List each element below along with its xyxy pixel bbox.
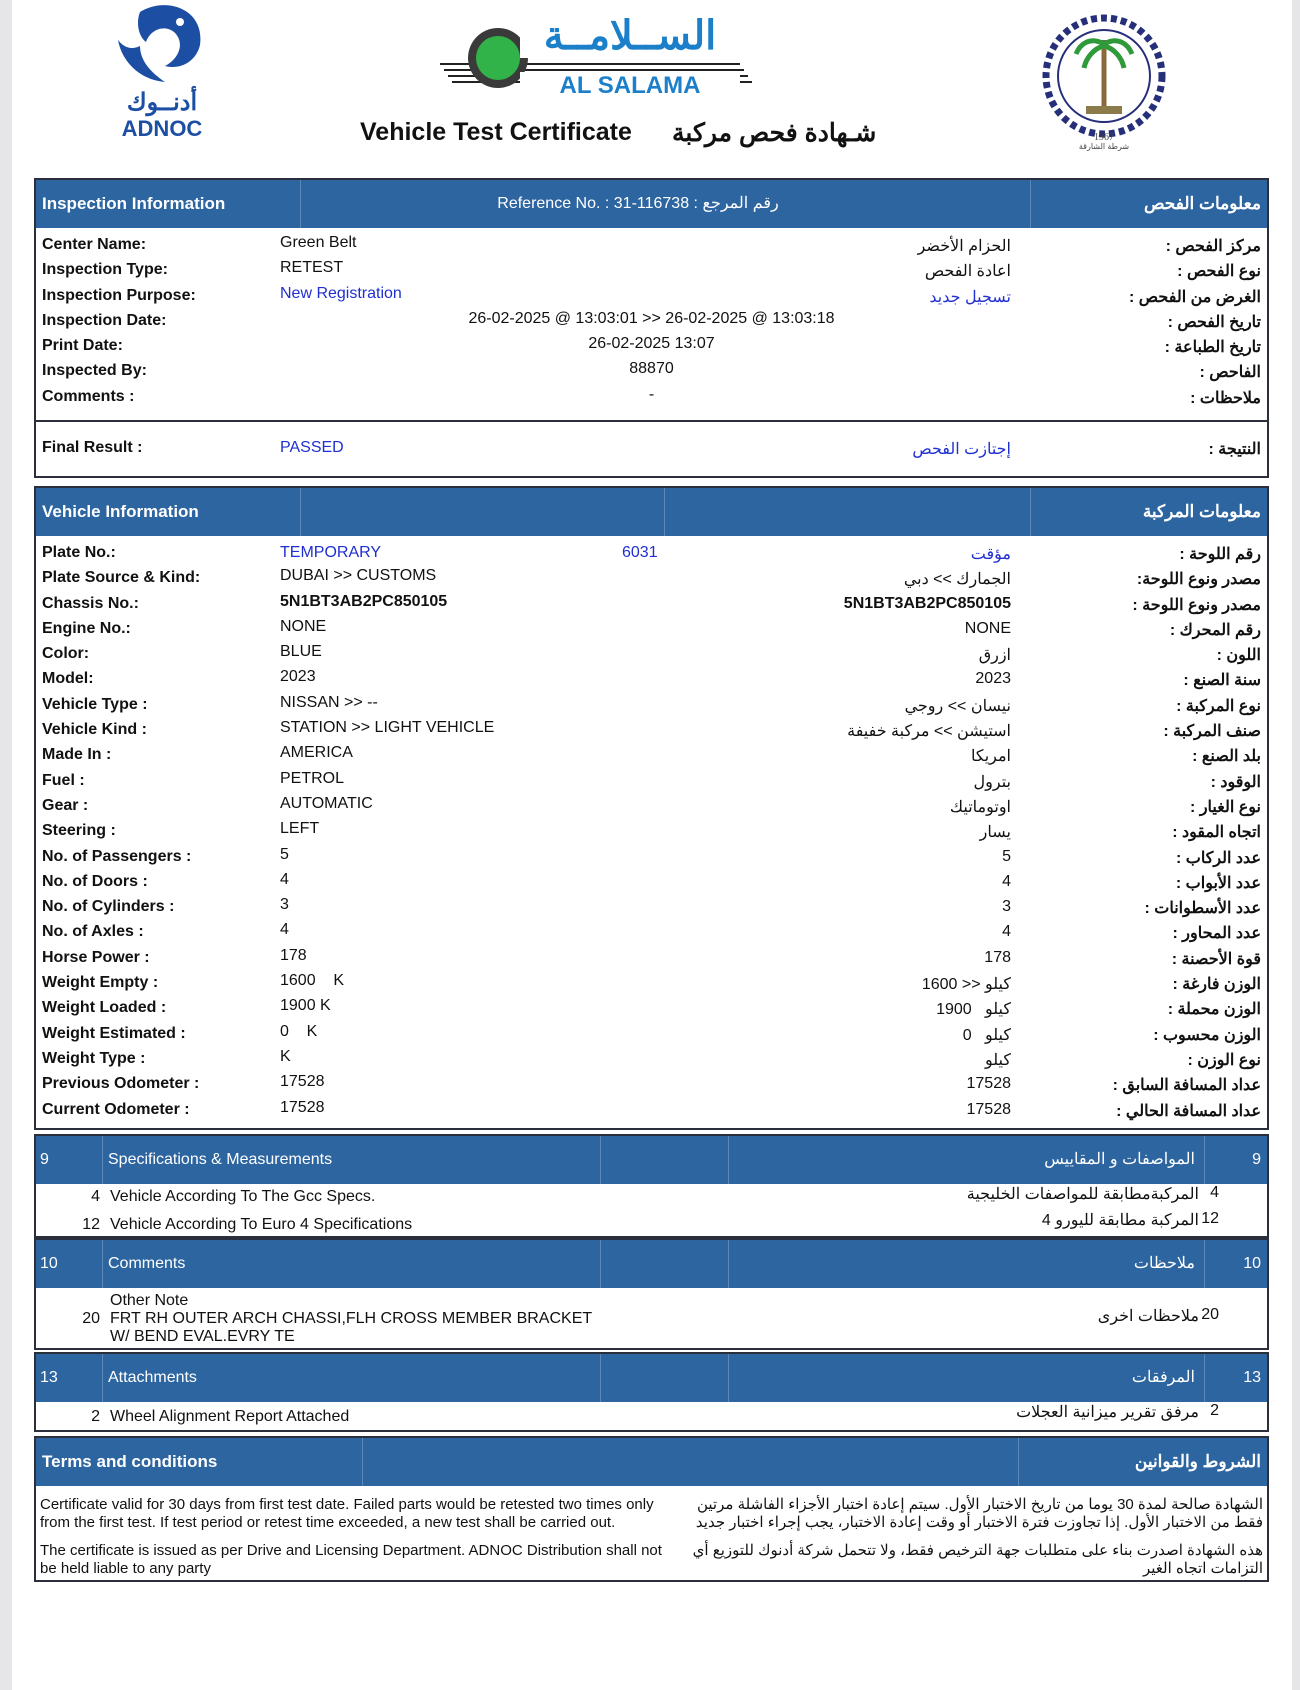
spec-item bbox=[36, 1210, 1267, 1236]
field-value: - bbox=[648, 385, 655, 403]
vehicle-rows bbox=[36, 565, 1267, 1122]
adnoc-logo bbox=[100, 0, 220, 150]
field-value: 2023 bbox=[280, 668, 316, 686]
field-label-ar: نوع الوزن : bbox=[1187, 1051, 1261, 1069]
comment-line1: Other Note bbox=[110, 1292, 189, 1309]
vehicle-row bbox=[36, 793, 1267, 818]
terms-p2-ar: هذه الشهادة اصدرت بناء على متطلبات جهة الترخيص فقط، ولا تتحمل شركة أدنوك للتوزيع أي التزامات اتجاه الغير bbox=[692, 1542, 1263, 1577]
vehicle-row bbox=[36, 565, 1267, 590]
field-value-ar: بترول bbox=[973, 773, 1011, 791]
terms-p1-ar: الشهادة صالحة لمدة 30 يوما من تاريخ الاختبار الأول. سيتم إعادة اختبار الأجزاء الفاشلة مرتين فقط من الاختبار الأول. إذا تجاوزت فترة الاختبار أو وقت إعادة الاختبار، يجب إجراء اختبار جديد bbox=[695, 1496, 1263, 1531]
field-label-ar: عدد المحاور : bbox=[1172, 925, 1261, 943]
inspection-header-ar: معلومات الفحص bbox=[1143, 194, 1261, 213]
field-value: NONE bbox=[280, 617, 327, 635]
comments-header bbox=[36, 1240, 1267, 1288]
attachment-code-ar: 2 bbox=[1210, 1402, 1219, 1419]
inspection-row bbox=[36, 384, 1267, 409]
vehicle-row bbox=[36, 919, 1267, 944]
police-text: شرطة الشارقة bbox=[1078, 142, 1130, 151]
field-value: New Registration bbox=[280, 284, 402, 302]
field-label-ar: الفاحص : bbox=[1199, 364, 1261, 382]
final-result-label: Final Result : bbox=[42, 439, 143, 456]
field-value-ar: 2023 bbox=[975, 670, 1011, 688]
vehicle-row bbox=[36, 742, 1267, 767]
vehicle-row bbox=[36, 945, 1267, 970]
field-value-ar: 5N1BT3AB2PC850105 bbox=[843, 594, 1011, 612]
inspection-row bbox=[36, 283, 1267, 308]
field-label: Current Odometer : bbox=[42, 1100, 190, 1118]
field-label-ar: سنة الصنع : bbox=[1183, 672, 1261, 690]
vehicle-row bbox=[36, 616, 1267, 641]
terms-p2: The certificate is issued as per Drive and Licensing Department. ADNOC Distribution shall not be held liable to any party bbox=[40, 1542, 662, 1577]
inspection-row bbox=[36, 333, 1267, 358]
field-value-ar: كيلو 1900 bbox=[936, 1001, 1011, 1019]
inspection-row bbox=[36, 257, 1267, 282]
field-label: Weight Estimated : bbox=[42, 1024, 186, 1042]
spec-code-ar: 4 bbox=[1210, 1184, 1219, 1201]
field-value: 17528 bbox=[280, 1098, 325, 1116]
spec-item bbox=[36, 1184, 1267, 1210]
field-value: PETROL bbox=[280, 769, 345, 787]
field-label: Chassis No.: bbox=[42, 594, 139, 612]
field-label: Steering : bbox=[42, 822, 116, 840]
field-value: K bbox=[280, 1047, 291, 1065]
field-value: 1900 K bbox=[280, 997, 331, 1015]
plate-row bbox=[36, 540, 1267, 565]
vehicle-row bbox=[36, 717, 1267, 742]
attachments-title-ar: المرفقات bbox=[1131, 1369, 1195, 1386]
vehicle-row bbox=[36, 970, 1267, 995]
inspection-header bbox=[36, 180, 1267, 228]
vehicle-header-ar: معلومات المركبة bbox=[1142, 502, 1261, 521]
field-value-ar: يسار bbox=[979, 824, 1011, 842]
vehicle-row bbox=[36, 1021, 1267, 1046]
spec-code-ar: 12 bbox=[1201, 1210, 1219, 1227]
field-value-ar: كيلو << 1600 bbox=[921, 976, 1011, 994]
field-value-ar: 3 bbox=[1002, 898, 1011, 916]
spec-code: 4 bbox=[91, 1188, 100, 1205]
terms-header bbox=[36, 1438, 1267, 1486]
field-label-ar: الغرض من الفحص : bbox=[1129, 288, 1261, 306]
comments-title-ar: ملاحظات bbox=[1133, 1255, 1195, 1272]
field-label: Fuel : bbox=[42, 771, 85, 789]
title-arabic: شـهادة فحص مركبة bbox=[672, 119, 877, 147]
field-value: 26-02-2025 @ 13:03:01 >> 26-02-2025 @ 13:03:18 bbox=[468, 309, 835, 327]
specs-num-ar: 9 bbox=[1252, 1151, 1261, 1168]
field-value-ar: اعادة الفحص bbox=[924, 263, 1011, 281]
field-value-ar: الجمارك >> دبي bbox=[903, 571, 1011, 589]
field-label: Inspection Date: bbox=[42, 311, 167, 329]
police-emblem bbox=[1040, 10, 1168, 150]
field-value: 5N1BT3AB2PC850105 bbox=[280, 592, 448, 610]
adnoc-falcon-icon bbox=[110, 0, 210, 88]
field-label: Inspection Type: bbox=[42, 261, 168, 279]
field-value: 17528 bbox=[280, 1073, 325, 1091]
field-value: 26-02-2025 13:07 bbox=[588, 335, 715, 353]
field-label: Vehicle Type : bbox=[42, 695, 148, 713]
vehicle-header bbox=[36, 488, 1267, 536]
attachment-code: 2 bbox=[91, 1408, 100, 1425]
vehicle-row bbox=[36, 591, 1267, 616]
field-label-ar: قوة الأحصنة : bbox=[1171, 950, 1261, 968]
comment-code-ar: 20 bbox=[1201, 1306, 1219, 1323]
reference-number: Reference No. : 31-116738 : رقم المرجع bbox=[497, 195, 779, 212]
field-label-ar: رقم المحرك : bbox=[1169, 621, 1261, 639]
final-result-value-ar: إجتازت الفحص bbox=[912, 441, 1011, 458]
field-label-ar: عدد الأسطوانات : bbox=[1144, 900, 1261, 918]
specs-section bbox=[34, 1134, 1269, 1238]
field-value-ar: تسجيل جديد bbox=[929, 288, 1011, 306]
comment-line2: FRT RH OUTER ARCH CHASSI,FLH CROSS MEMBER BRACKET bbox=[110, 1310, 593, 1327]
terms-title-ar: الشروط والقوانين bbox=[1134, 1452, 1261, 1471]
field-value-ar: 5 bbox=[1002, 847, 1011, 865]
vehicle-header-en: Vehicle Information bbox=[42, 502, 199, 521]
field-value-ar: 178 bbox=[984, 948, 1011, 966]
field-value-ar: NONE bbox=[964, 619, 1011, 637]
field-value: BLUE bbox=[280, 643, 322, 661]
adnoc-arabic: أدنــوك bbox=[126, 89, 198, 116]
comments-section bbox=[34, 1238, 1269, 1350]
field-label-ar: مركز الفحص : bbox=[1165, 238, 1261, 255]
field-value-ar: اوتوماتيك bbox=[949, 798, 1011, 816]
inspection-row bbox=[36, 308, 1267, 333]
attachment-text: Wheel Alignment Report Attached bbox=[110, 1408, 350, 1425]
plate-value: TEMPORARY bbox=[280, 544, 382, 561]
field-label: Gear : bbox=[42, 796, 89, 814]
spec-text: Vehicle According To The Gcc Specs. bbox=[110, 1188, 376, 1205]
inspection-row bbox=[36, 358, 1267, 383]
field-value-ar: نيسان >> روجي bbox=[904, 697, 1011, 715]
vehicle-row bbox=[36, 818, 1267, 843]
specs-title-ar: المواصفات و المقاييس bbox=[1044, 1151, 1195, 1168]
field-label: Model: bbox=[42, 670, 94, 688]
alsalama-english: AL SALAMA bbox=[520, 72, 740, 100]
field-value-ar: 4 bbox=[1002, 872, 1011, 890]
spec-code: 12 bbox=[82, 1216, 100, 1233]
field-label: Made In : bbox=[42, 746, 112, 764]
field-label-ar: الوزن فارغة : bbox=[1172, 976, 1261, 994]
field-value: 178 bbox=[280, 946, 307, 964]
inspection-header-en: Inspection Information bbox=[42, 194, 226, 213]
field-label: Vehicle Kind : bbox=[42, 721, 147, 739]
field-value-ar: الحزام الأخضر bbox=[917, 238, 1011, 255]
field-label: Color: bbox=[42, 645, 90, 663]
comments-num-ar: 10 bbox=[1243, 1255, 1261, 1272]
field-label-ar: عدد الركاب : bbox=[1176, 849, 1261, 867]
field-label: Weight Loaded : bbox=[42, 999, 167, 1017]
attachments-title: Attachments bbox=[108, 1369, 197, 1386]
field-value: AUTOMATIC bbox=[280, 794, 373, 812]
field-label: Inspection Purpose: bbox=[42, 286, 196, 304]
field-value-ar: 17528 bbox=[966, 1075, 1011, 1093]
field-label-ar: تاريخ الطباعة : bbox=[1164, 339, 1261, 357]
inspection-rows bbox=[36, 232, 1267, 409]
field-label: Print Date: bbox=[42, 337, 123, 355]
vehicle-row bbox=[36, 894, 1267, 919]
field-value: RETEST bbox=[280, 259, 344, 277]
comment-item bbox=[36, 1288, 1267, 1348]
field-value-ar: ازرق bbox=[978, 647, 1011, 665]
field-value: 4 bbox=[280, 870, 289, 888]
specs-header bbox=[36, 1136, 1267, 1184]
vehicle-row bbox=[36, 666, 1267, 691]
police-seal-icon bbox=[1040, 10, 1168, 150]
final-result-value: PASSED bbox=[280, 439, 344, 456]
field-label: Plate Source & Kind: bbox=[42, 569, 201, 587]
vehicle-row bbox=[36, 692, 1267, 717]
field-label-ar: عداد المسافة الحالي : bbox=[1116, 1102, 1261, 1120]
inspection-section bbox=[34, 178, 1269, 478]
vehicle-row bbox=[36, 1046, 1267, 1071]
field-value: 1600 K bbox=[280, 972, 345, 990]
field-value: LEFT bbox=[280, 820, 320, 838]
field-label: Previous Odometer : bbox=[42, 1075, 200, 1093]
alsalama-logo bbox=[440, 14, 760, 104]
field-label: No. of Cylinders : bbox=[42, 898, 175, 916]
field-label: Comments : bbox=[42, 387, 135, 405]
field-label: Weight Empty : bbox=[42, 974, 159, 992]
field-label-ar: الوقود : bbox=[1210, 773, 1261, 791]
police-year: 1967 bbox=[1094, 132, 1114, 143]
plate-value-ar: مؤقت bbox=[970, 546, 1011, 563]
plate-label: Plate No.: bbox=[42, 544, 116, 561]
field-value: 0 K bbox=[280, 1022, 318, 1040]
field-label-ar: مصدر ونوع اللوحة: bbox=[1136, 571, 1261, 589]
field-label-ar: اتجاه المقود : bbox=[1172, 824, 1261, 842]
attachments-num-ar: 13 bbox=[1243, 1369, 1261, 1386]
field-value-ar: استيشن >> مركبة خفيفة bbox=[847, 723, 1011, 741]
attachment-text-ar: مرفق تقرير ميزانية العجلات bbox=[1016, 1404, 1199, 1421]
comments-title: Comments bbox=[108, 1255, 186, 1272]
vehicle-row bbox=[36, 995, 1267, 1020]
certificate-page bbox=[12, 0, 1292, 1690]
vehicle-row bbox=[36, 641, 1267, 666]
field-label-ar: نوع الفحص : bbox=[1177, 263, 1261, 281]
field-label-ar: صنف المركبة : bbox=[1163, 723, 1261, 741]
field-label-ar: بلد الصنع : bbox=[1192, 748, 1261, 766]
attachments-header bbox=[36, 1354, 1267, 1402]
field-label: Engine No.: bbox=[42, 619, 131, 637]
field-label: Weight Type : bbox=[42, 1049, 146, 1067]
vehicle-row bbox=[36, 844, 1267, 869]
field-value: 4 bbox=[280, 921, 289, 939]
terms-p1: Certificate valid for 30 days from first test date. Failed parts would be retested two times only from the first test. If test period or retest time exceeded, a new test shall be carried out. bbox=[40, 1496, 654, 1531]
field-value: Green Belt bbox=[280, 234, 357, 251]
field-value: STATION >> LIGHT VEHICLE bbox=[280, 719, 495, 737]
field-label: Horse Power : bbox=[42, 948, 150, 966]
field-label-ar: عداد المسافة السابق : bbox=[1112, 1077, 1261, 1095]
adnoc-english: ADNOC bbox=[121, 116, 203, 141]
attachment-item bbox=[36, 1402, 1267, 1430]
field-label: No. of Axles : bbox=[42, 923, 144, 941]
comment-text-ar: ملاحظات اخرى bbox=[1097, 1308, 1199, 1325]
field-label-ar: ملاحظات : bbox=[1190, 389, 1261, 407]
field-value-ar: 4 bbox=[1002, 923, 1011, 941]
comments-num: 10 bbox=[40, 1255, 58, 1272]
spec-text-ar: المركبةمطابقة للمواصفات الخليجية bbox=[966, 1186, 1199, 1203]
final-result-label-ar: النتيجة : bbox=[1208, 441, 1261, 458]
field-label-ar: اللون : bbox=[1216, 647, 1261, 665]
field-value: AMERICA bbox=[280, 744, 353, 762]
title-english: Vehicle Test Certificate bbox=[360, 118, 632, 146]
field-value-ar: كيلو bbox=[984, 1051, 1011, 1069]
field-value: DUBAI >> CUSTOMS bbox=[280, 567, 437, 585]
vehicle-row bbox=[36, 768, 1267, 793]
spec-text: Vehicle According To Euro 4 Specifications bbox=[110, 1216, 413, 1233]
inspection-row bbox=[36, 232, 1267, 257]
field-label: Inspected By: bbox=[42, 362, 147, 380]
vehicle-section bbox=[34, 486, 1269, 1130]
specs-num: 9 bbox=[40, 1151, 49, 1168]
final-result-row bbox=[36, 435, 1267, 460]
spec-text-ar: المركبة مطابقة لليورو 4 bbox=[1041, 1212, 1199, 1229]
field-label-ar: نوع المركبة : bbox=[1176, 697, 1261, 715]
field-label: No. of Doors : bbox=[42, 872, 148, 890]
attachments-section bbox=[34, 1352, 1269, 1432]
field-value-ar: 17528 bbox=[966, 1100, 1011, 1118]
field-label: Center Name: bbox=[42, 236, 147, 253]
plate-label-ar: رقم اللوحة : bbox=[1179, 546, 1261, 563]
specs-title: Specifications & Measurements bbox=[108, 1151, 333, 1168]
field-value: 88870 bbox=[629, 360, 674, 378]
field-value-ar: امريكا bbox=[970, 748, 1011, 766]
terms-title: Terms and conditions bbox=[42, 1452, 218, 1471]
alsalama-arabic: الســلامــة bbox=[520, 14, 740, 58]
field-label-ar: نوع الغيار : bbox=[1190, 798, 1261, 816]
field-label-ar: عدد الأبواب : bbox=[1175, 874, 1261, 892]
field-label-ar: الوزن محملة : bbox=[1167, 1001, 1261, 1019]
attachments-num: 13 bbox=[40, 1369, 58, 1386]
field-label-ar: مصدر ونوع اللوحة : bbox=[1132, 596, 1261, 614]
field-value: 3 bbox=[280, 896, 289, 914]
field-label: No. of Passengers : bbox=[42, 847, 192, 865]
field-label-ar: تاريخ الفحص : bbox=[1167, 313, 1261, 331]
comment-line3: W/ BEND EVAL.EVRY TE bbox=[110, 1328, 295, 1345]
terms-section bbox=[34, 1436, 1269, 1582]
field-value-ar: كيلو 0 bbox=[962, 1026, 1011, 1044]
vehicle-row bbox=[36, 869, 1267, 894]
field-value: 5 bbox=[280, 845, 289, 863]
vehicle-row bbox=[36, 1071, 1267, 1096]
comment-code: 20 bbox=[82, 1310, 100, 1327]
plate-number: 6031 bbox=[622, 544, 658, 561]
field-label-ar: الوزن محسوب : bbox=[1153, 1026, 1261, 1044]
field-value: NISSAN >> -- bbox=[280, 693, 378, 711]
vehicle-row bbox=[36, 1097, 1267, 1122]
